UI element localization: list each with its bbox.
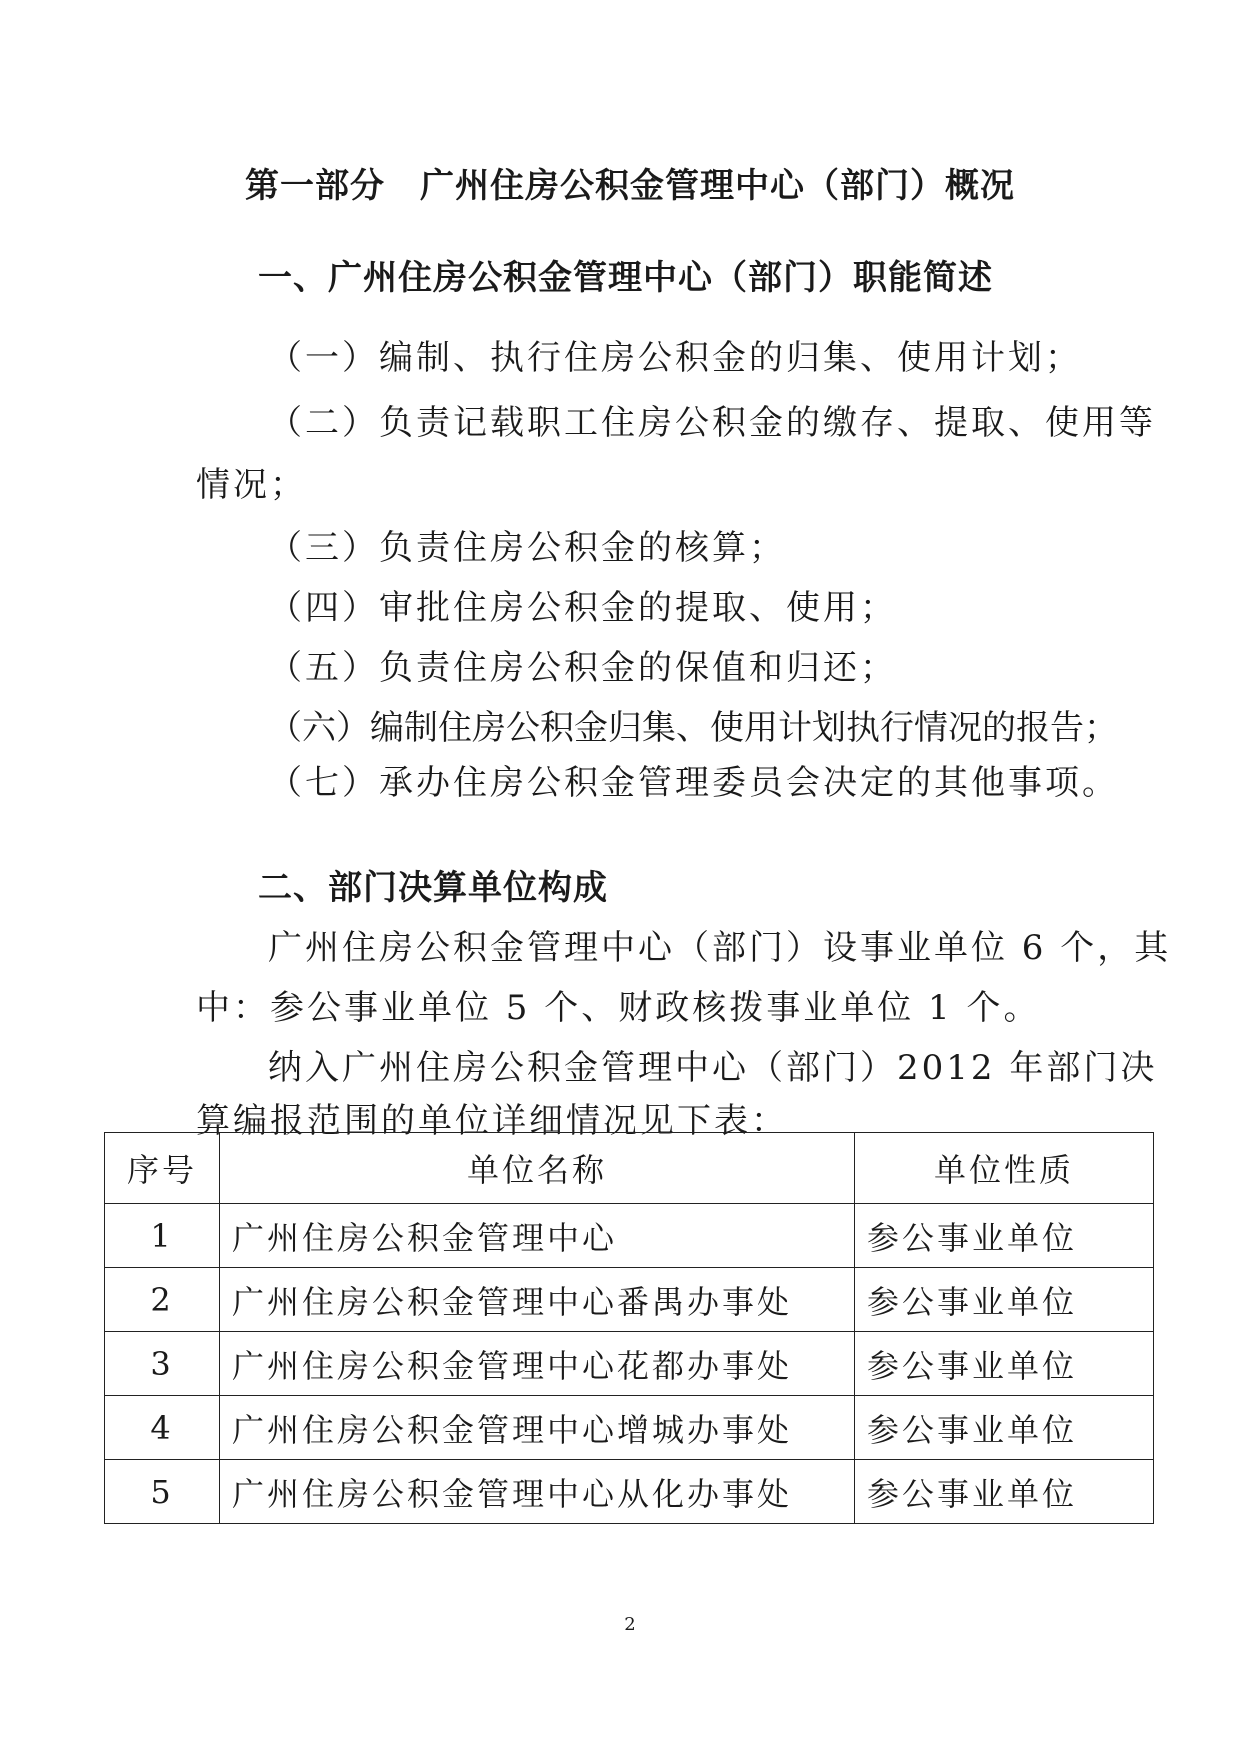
composition-para-line2: 中：参公事业单位 5 个、财政核拨事业单位 1 个。 bbox=[196, 988, 1041, 1028]
function-item-7: （七）承办住房公积金管理委员会决定的其他事项。 bbox=[268, 763, 1119, 803]
row-type: 参公事业单位 bbox=[855, 1332, 1154, 1396]
function-item-1: （一）编制、执行住房公积金的归集、使用计划； bbox=[268, 338, 1082, 378]
unit-table bbox=[104, 1132, 1154, 1524]
row-name: 广州住房公积金管理中心 bbox=[220, 1204, 855, 1268]
section2-heading: 二、部门决算单位构成 bbox=[258, 868, 608, 908]
function-item-6: （六）编制住房公积金归集、使用计划执行情况的报告； bbox=[268, 708, 1118, 748]
row-no: 3 bbox=[105, 1332, 220, 1396]
row-no: 1 bbox=[105, 1204, 220, 1268]
table-row bbox=[105, 1204, 1154, 1268]
row-name: 广州住房公积金管理中心增城办事处 bbox=[220, 1396, 855, 1460]
composition-para-line1: 广州住房公积金管理中心（部门）设事业单位 6 个，其 bbox=[268, 928, 1172, 968]
table-row bbox=[105, 1268, 1154, 1332]
row-no: 5 bbox=[105, 1460, 220, 1524]
function-item-4: （四）审批住房公积金的提取、使用； bbox=[268, 588, 897, 628]
part-title: 第一部分 广州住房公积金管理中心（部门）概况 bbox=[245, 166, 1015, 206]
table-header-row bbox=[105, 1133, 1154, 1204]
row-type: 参公事业单位 bbox=[855, 1396, 1154, 1460]
row-name: 广州住房公积金管理中心番禺办事处 bbox=[220, 1268, 855, 1332]
row-type: 参公事业单位 bbox=[855, 1204, 1154, 1268]
table-row bbox=[105, 1460, 1154, 1524]
function-item-5: （五）负责住房公积金的保值和归还； bbox=[268, 648, 897, 688]
row-type: 参公事业单位 bbox=[855, 1460, 1154, 1524]
page-number: 2 bbox=[624, 1614, 636, 1635]
row-no: 4 bbox=[105, 1396, 220, 1460]
row-name: 广州住房公积金管理中心从化办事处 bbox=[220, 1460, 855, 1524]
row-no: 2 bbox=[105, 1268, 220, 1332]
function-item-2-continued: 情况； bbox=[196, 465, 307, 505]
row-type: 参公事业单位 bbox=[855, 1268, 1154, 1332]
section1-heading: 一、广州住房公积金管理中心（部门）职能简述 bbox=[258, 258, 993, 298]
function-item-3: （三）负责住房公积金的核算； bbox=[268, 528, 786, 568]
function-item-2: （二）负责记载职工住房公积金的缴存、提取、使用等 bbox=[268, 403, 1156, 443]
header-no: 序号 bbox=[105, 1133, 220, 1204]
row-name: 广州住房公积金管理中心花都办事处 bbox=[220, 1332, 855, 1396]
header-type: 单位性质 bbox=[855, 1133, 1154, 1204]
header-name: 单位名称 bbox=[220, 1133, 855, 1204]
scope-para-line2: 算编报范围的单位详细情况见下表： bbox=[196, 1101, 788, 1141]
scope-para-line1: 纳入广州住房公积金管理中心（部门）2012 年部门决 bbox=[268, 1048, 1158, 1088]
table-row bbox=[105, 1396, 1154, 1460]
table-row bbox=[105, 1332, 1154, 1396]
